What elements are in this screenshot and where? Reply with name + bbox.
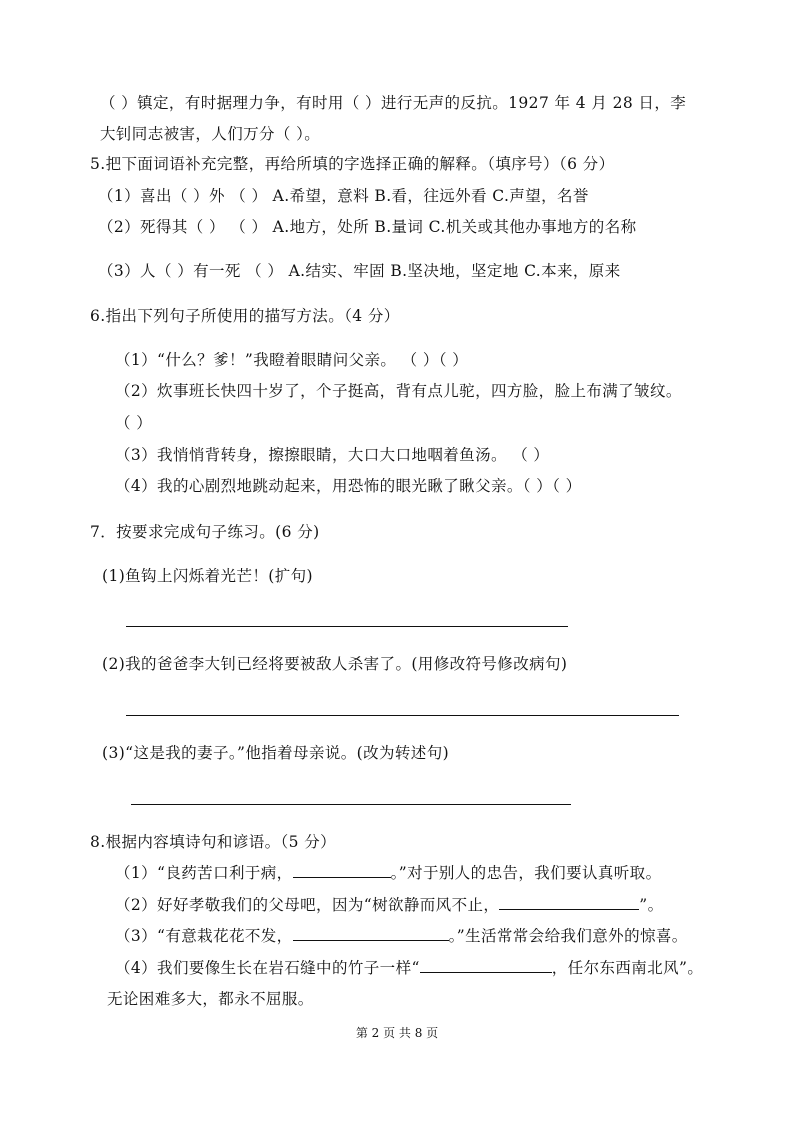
q5-item-2: （2）死得其（ ） （ ） A.地方，处所 B.量词 C.机关或其他办事地方的名称: [98, 218, 637, 236]
q8-item-3: [115, 925, 688, 947]
q6-item-3: （3）我悄悄背转身，擦擦眼睛，大口大口地咽着鱼汤。 （ ）: [115, 446, 550, 464]
q7-answer-line-1[interactable]: [126, 626, 568, 627]
q7-answer-line-2[interactable]: [126, 715, 679, 716]
q7-answer-line-3[interactable]: [131, 804, 571, 805]
q8-blank-3[interactable]: [293, 926, 449, 941]
q8-blank-4[interactable]: [420, 958, 552, 973]
q8-item-1: [115, 862, 661, 884]
q7-item-2: (2)我的爸爸李大钊已经将要被敌人杀害了。(用修改符号修改病句): [102, 655, 568, 673]
q8-item-1-after: 。”对于别人的忠告，我们要认真听取。: [390, 864, 662, 882]
q8-item-2: [115, 894, 664, 916]
q8-item-1-before: （1）“良药苦口利于病，: [115, 864, 293, 882]
intro-line-1: （ ）镇定，有时据理力争，有时用（ ）进行无声的反抗。1927 年 4 月 28 日，李: [100, 94, 687, 112]
q8-blank-2[interactable]: [499, 895, 639, 910]
q8-item-4-after: ，任尔东西南北风”。: [551, 959, 704, 977]
q8-item-2-before: （2）好好孝敬我们的父母吧，因为“树欲静而风不止，: [115, 896, 500, 914]
q7-item-1: (1)鱼钩上闪烁着光芒！(扩句): [102, 567, 313, 585]
intro-line-2: 大钊同志被害，人们万分（ ）。: [100, 125, 321, 143]
q8-title: 8.根据内容填诗句和谚语。（5 分）: [90, 833, 337, 851]
q5-title: 5.把下面词语补充完整，再给所填的字选择正确的解释。（填序号）（6 分）: [90, 155, 615, 173]
q8-item-4-before: （4）我们要像生长在岩石缝中的竹子一样“: [115, 959, 420, 977]
q8-continuation: 无论困难多大，都永不屈服。: [107, 990, 314, 1008]
q6-item-2: （2）炊事班长快四十岁了，个子挺高，背有点儿驼，四方脸，脸上布满了皱纹。: [115, 382, 682, 400]
q6-title: 6.指出下列句子所使用的描写方法。（4 分）: [90, 307, 400, 325]
q8-item-3-after: 。”生活常常会给我们意外的惊喜。: [448, 927, 688, 945]
q8-item-2-after: ”。: [639, 896, 664, 914]
q6-item-2-answer: （ ）: [115, 414, 153, 432]
q8-item-3-before: （3）“有意栽花花不发，: [115, 927, 293, 945]
q5-item-3: （3）人（ ）有一死 （ ） A.结实、牢固 B.坚决地，坚定地 C.本来，原来: [98, 262, 621, 280]
page-footer: 第 2 页 共 8 页: [355, 1026, 439, 1040]
q6-item-4: （4）我的心剧烈地跳动起来，用恐怖的眼光瞅了瞅父亲。（ ）（ ）: [115, 477, 582, 495]
q7-title: 7．按要求完成句子练习。(6 分): [90, 523, 320, 541]
q8-item-4: [115, 957, 703, 979]
q6-item-1: （1）“什么？爹！”我瞪着眼睛问父亲。 （ ）（ ）: [115, 351, 469, 369]
q8-blank-1[interactable]: [293, 863, 391, 878]
q7-item-3: (3)“这是我的妻子。”他指着母亲说。(改为转述句): [102, 744, 450, 762]
q5-item-1: （1）喜出（ ）外 （ ） A.希望，意料 B.看，往远外看 C.声望，名誉: [98, 187, 589, 205]
